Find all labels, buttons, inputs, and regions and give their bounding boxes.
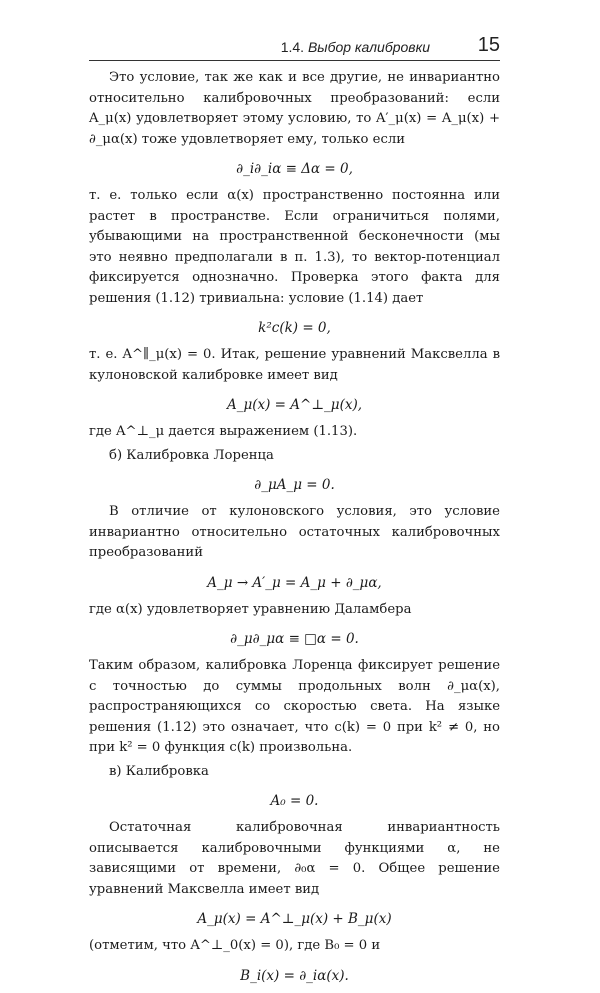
equation-k2c: k²c(k) = 0, bbox=[258, 320, 331, 336]
equation-general-solution: A_μ(x) = A^⊥_μ(x) + B_μ(x) bbox=[197, 911, 392, 927]
equation-b-field: B_i(x) = ∂_iα(x). bbox=[240, 967, 349, 984]
equation-laplace: ∂_i∂_iα ≡ Δα = 0, bbox=[236, 161, 353, 177]
page-body bbox=[89, 68, 500, 993]
equation-dalembert: ∂_μ∂_μα ≡ □α = 0. bbox=[230, 631, 359, 647]
paragraph-1: Это условие, так же как и все другие, не инвариантно относительно калибровочных преобразований: если A_μ(x) удовлетворяет этому условию, то A′_μ(x) = A_μ(x) + ∂_μα(x) тоже удовлетворяет ему, только если bbox=[89, 70, 500, 147]
page-number: 15 bbox=[477, 34, 500, 56]
paragraph-4: где A^⊥_μ дается выражением (1.13). bbox=[89, 424, 358, 439]
running-header bbox=[89, 34, 500, 61]
section-title: Выбор калибровки bbox=[307, 39, 430, 55]
heading-temporal-gauge: в) Калибровка bbox=[109, 763, 209, 779]
paragraph-8: Остаточная калибровочная инвариантность описывается калибровочными функциями α, не зависящими от времени, ∂₀α = 0. Общее решение уравнений Максвелла имеет вид bbox=[89, 820, 500, 897]
section-number: 1.4. bbox=[280, 39, 305, 55]
running-title bbox=[281, 39, 430, 55]
paragraph-6: где α(x) удовлетворяет уравнению Даламбера bbox=[89, 601, 412, 617]
paragraph-9: (отметим, что A^⊥_0(x) = 0), где B₀ = 0 и bbox=[89, 938, 381, 953]
paragraph-3: т. е. A^∥_μ(x) = 0. Итак, решение уравнений Максвелла в кулоновской калибровке имеет вид bbox=[89, 347, 500, 383]
paragraph-7: Таким образом, калибровка Лоренца фиксирует решение с точностью до суммы продольных волн ∂_μα(x), распространяющихся со скоростью света. На языке решения (1.12) это означает, что c(k) = 0 при k² ≠ 0, но при k² = 0 функция c(k) произвольна. bbox=[89, 658, 500, 755]
paragraph-2: т. е. только если α(x) пространственно постоянна или растет в пространстве. Если ограничиться полями, убывающими на пространственной бесконечности (мы это неявно предполагали в п. 1.3), то вектор-потенциал фиксируется однозначно. Проверка этого факта для решения (1.12) тривиальна: условие (1.14) дает bbox=[89, 188, 500, 306]
paragraph-5: В отличие от кулоновского условия, это условие инвариантно относительно остаточных калибровочных преобразований bbox=[89, 504, 500, 560]
equation-a0: A₀ = 0. bbox=[270, 793, 319, 809]
equation-residual-transform: A_μ → A′_μ = A_μ + ∂_μα, bbox=[207, 574, 382, 591]
equation-coulomb-solution: A_μ(x) = A^⊥_μ(x), bbox=[226, 397, 363, 413]
equation-lorenz-condition: ∂_μA_μ = 0. bbox=[254, 477, 335, 493]
heading-lorenz-gauge: б) Калибровка Лоренца bbox=[109, 447, 274, 463]
